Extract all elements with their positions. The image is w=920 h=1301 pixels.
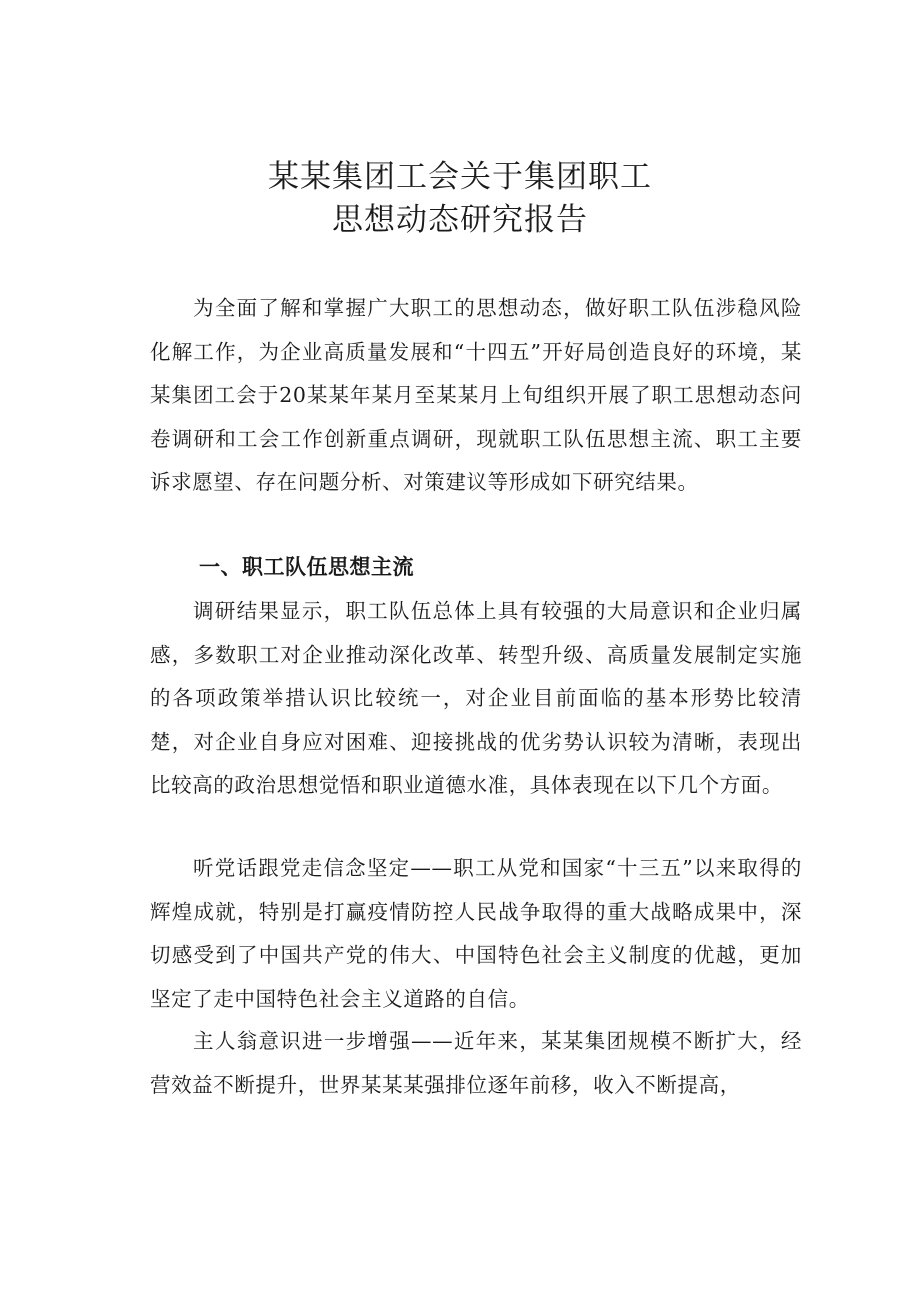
- document-title-line1: 某某集团工会关于集团职工: [268, 159, 652, 195]
- section1-paragraph-3: 主人翁意识进一步增强——近年来，某某集团规模不断扩大，经营效益不断提升，世界某某某强排位逐年前移，收入不断提高，: [150, 1029, 802, 1097]
- intro-paragraph: 为全面了解和掌握广大职工的思想动态，做好职工队伍涉稳风险化解工作，为企业高质量发展和“十四五”开好局创造良好的环境，某某集团工会于20某某年某月至某某月上旬组织开展了职工思想动态问卷调研和工会工作创新重点调研，现就职工队伍思想主流、职工主要诉求愿望、存在问题分析、对策建议等形成如下研究结果。: [150, 296, 802, 494]
- section-heading-1: 一、职工队伍思想主流: [199, 555, 414, 579]
- document-title-line2: 思想动态研究报告: [332, 202, 588, 238]
- section1-paragraph-2: 听党话跟党走信念坚定——职工从党和国家“十三五”以来取得的辉煌成就，特别是打赢疫情防控人民战争取得的重大战略成果中，深切感受到了中国共产党的伟大、中国特色社会主义制度的优越，更加坚定了走中国特色社会主义道路的自信。: [150, 856, 802, 1011]
- section1-paragraph-1: 调研结果显示，职工队伍总体上具有较强的大局意识和企业归属感，多数职工对企业推动深化改革、转型升级、高质量发展制定实施的各项政策举措认识比较统一，对企业目前面临的基本形势比较清楚，对企业自身应对困难、迎接挑战的优劣势认识较为清晰，表现出比较高的政治思想觉悟和职业道德水准，具体表现在以下几个方面。: [150, 599, 802, 797]
